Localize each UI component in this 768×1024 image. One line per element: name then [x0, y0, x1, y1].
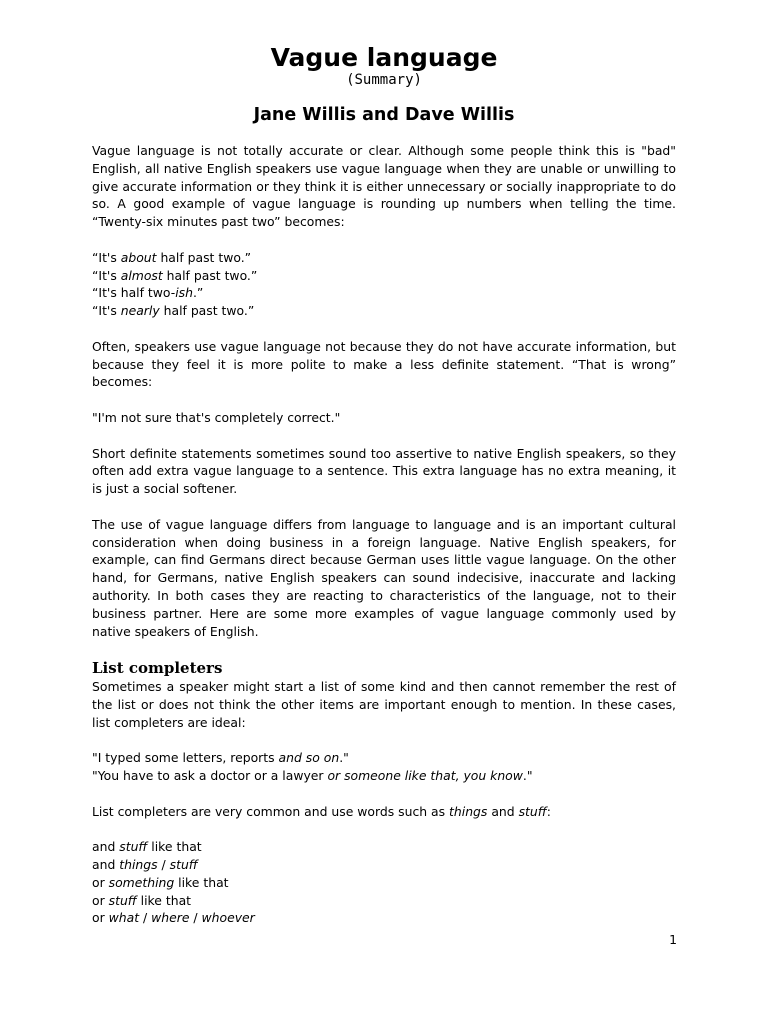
- document-body: [92, 142, 676, 945]
- list-completer-phrase: or something like that: [92, 874, 229, 890]
- list-completers-paragraph: Sometimes a speaker might start a list of some kind and then cannot remember the rest of the list or does not think the other items are important enough to mention. In these cases, list completers are ideal:: [92, 679, 676, 730]
- list-completer-words-line: List completers are very common and use words such as things and stuff:: [92, 803, 551, 819]
- time-example-nearly: “It's nearly half past two.”: [92, 303, 255, 319]
- intro-paragraph: Vague language is not totally accurate or clear. Although some people think this is "bad" English, all native English speakers use vague language when they are unable or unwilling to give accurate information or they think it is either unnecessary or socially inappropriate to do so. A good example of vague language is rounding up numbers when telling the time. “Twenty-six minutes past two” becomes:: [92, 143, 676, 230]
- list-completer-phrase: and things / stuff: [92, 857, 198, 873]
- document-title: Vague language: [270, 43, 498, 72]
- list-completer-example-1: "I typed some letters, reports and so on.": [92, 750, 349, 766]
- politeness-paragraph: Often, speakers use vague language not because they do not have accurate information, but because they feel it is more polite to make a less definite statement. “That is wrong” becomes:: [92, 338, 676, 390]
- time-example-almost: “It's almost half past two.”: [92, 267, 258, 283]
- list-completer-phrase: and stuff like that: [92, 839, 202, 855]
- list-completer-phrase: or stuff like that: [92, 892, 192, 908]
- document-authors: Jane Willis and Dave Willis: [253, 105, 515, 125]
- softener-paragraph: Short definite statements sometimes sound too assertive to native English speakers, so they often add extra vague language to a sentence. This extra language has no extra meaning, it is just a social softener.: [92, 445, 676, 497]
- culture-paragraph: The use of vague language differs from language to language and is an important cultural consideration when doing business in a foreign language. Native English speakers, for example, can find Germans direct because German uses little vague language. On the other hand, for Germans, native English speakers can sound indecisive, inaccurate and lacking authority. In both cases they are reacting to characteristics of the language, not to their business partner. Here are some more examples of vague language commonly used by native speakers of English.: [92, 516, 676, 639]
- section-heading-list-completers: List completers: [92, 659, 223, 678]
- time-example-about: “It's about half past two.”: [92, 249, 252, 265]
- list-completer-phrase: or what / where / whoever: [92, 910, 255, 926]
- page-number: 1: [669, 932, 677, 947]
- time-example-ish: “It's half two-ish.”: [92, 285, 204, 301]
- document-subtitle: (Summary): [346, 72, 422, 88]
- politeness-example: "I'm not sure that's completely correct.": [92, 409, 341, 425]
- list-completer-example-2: "You have to ask a doctor or a lawyer or someone like that, you know.": [92, 768, 533, 784]
